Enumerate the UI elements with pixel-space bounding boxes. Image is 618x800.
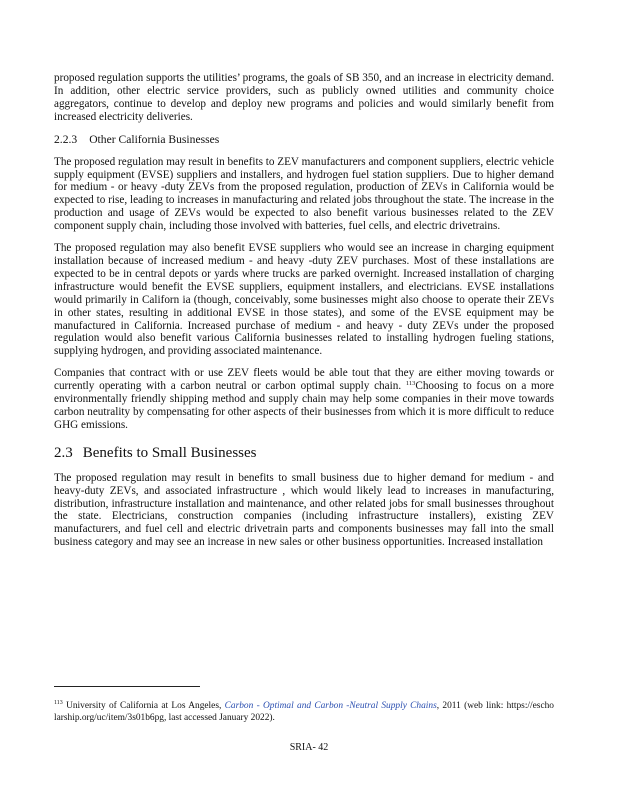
footnote-link[interactable]: Carbon - Optimal and Carbon -Neutral Supply Chains: [224, 701, 437, 711]
footnote-source: University of California at Los Angeles,: [66, 701, 222, 711]
zev-manufacturers-paragraph: The proposed regulation may result in benefits to ZEV manufacturers and component suppliers, electric vehicle supply equipment (EVSE) suppliers and installers, and hydrogen fuel station suppliers. Due to higher demand for medium - or heavy -duty ZEVs from the proposed regulation, production of ZEVs in California would be expected to rise, leading to increases in manufacturing and related jobs throughout the state. The increase in the production and usage of ZEVs would be expected to also benefit various businesses related to the ZEV component supply chain, including those involved with batteries, fuel cells, and electric drivetrains.: [54, 155, 554, 233]
section-heading: [54, 444, 554, 462]
footnote-reference[interactable]: 113: [405, 380, 416, 388]
companies-text-before-ref: Companies that contract with or use ZEV fleets would be able tout that they are either moving towards or currently operating with a carbon neutral or carbon optimal supply chain.: [54, 367, 554, 393]
page-body: [54, 72, 554, 549]
subsection-title: Other California Businesses: [89, 132, 220, 146]
footnote-number: 113: [54, 700, 63, 706]
footnote-details: , 2011 (web link: https://escho larship.org/uc/item/3s01b6pg, last accessed January 2022).: [54, 701, 554, 723]
footnote-divider: [54, 686, 200, 687]
intro-paragraph: proposed regulation supports the utilities’ programs, the goals of SB 350, and an increase in electricity demand. In addition, other electric service providers, such as publicly owned utilities and community choice aggregators, continue to develop and deploy new programs and policies and would similarly benefit from increased electricity deliveries.: [54, 72, 554, 123]
section-number: 2.3: [54, 444, 73, 461]
section-title: Benefits to Small Businesses: [82, 444, 257, 461]
footnote: [54, 700, 554, 724]
companies-text-after-ref: Choosing to focus on a more environmentally friendly shipping method and supply chain may help some companies in their move towards carbon neutrality by compensating for other aspects of their businesses from which it is more difficult to reduce GHG emissions.: [54, 380, 555, 431]
subsection-number: 2.2.3: [54, 132, 78, 146]
evse-suppliers-paragraph: The proposed regulation may also benefit EVSE suppliers who would see an increase in charging equipment installation because of increased medium - and heavy -duty ZEV purchases. Most of these installations are expected to be in central depots or yards where trucks are parked overnight. Increased installation of charging infrastructure would benefit the EVSE suppliers, equipment installers, and electricians. EVSE installations would primarily in Californ ia (though, conceivably, some businesses might also choose to operate their ZEVs in other states, resulting in additional EVSE in those states), and some of the EVSE equipment may be manufactured in California. Increased purchase of medium - and heavy - duty ZEVs under the proposed regulation would also benefit various California businesses related to installing hydrogen fueling stations, supplying hydrogen, and providing associated maintenance.: [54, 242, 554, 358]
subsection-heading: [54, 133, 554, 147]
companies-paragraph: [54, 367, 554, 432]
small-business-paragraph: The proposed regulation may result in benefits to small business due to higher demand for medium - and heavy-duty ZEVs, and associated infrastructure , which would likely lead to increases in manufacturing, distribution, infrastructure installation and maintenance, and other related jobs for small businesses throughout the state. Electricians, construction companies (including infrastructure installers), existing ZEV manufacturers, and fuel cell and electric drivetrain parts and components businesses may fall into the small business category and may see an increase in new sales or other business opportunities. Increased installation: [54, 471, 554, 549]
page-number: SRIA- 42: [289, 742, 329, 753]
